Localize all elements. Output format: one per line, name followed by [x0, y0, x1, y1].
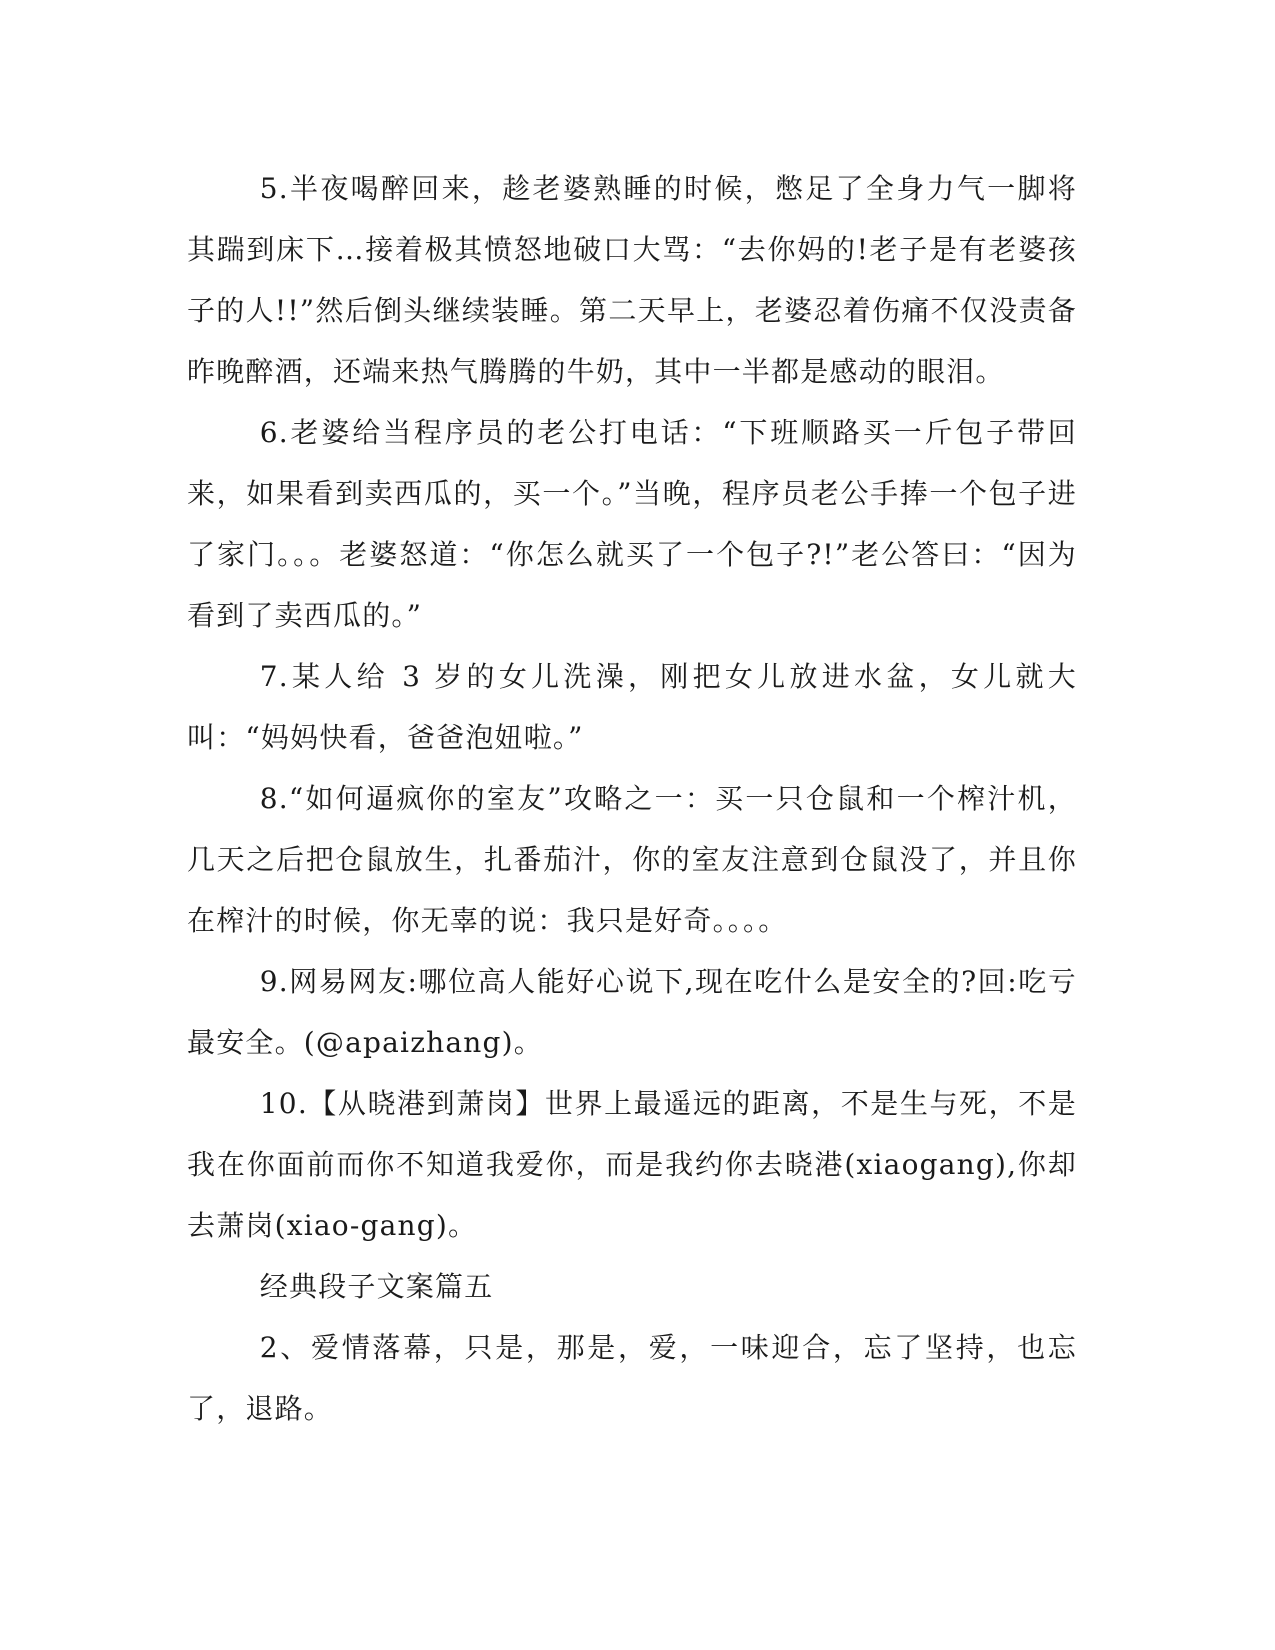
paragraph-joke-8: 8.“如何逼疯你的室友”攻略之一：买一只仓鼠和一个榨汁机，几天之后把仓鼠放生，扎番茄汁，你的室友注意到仓鼠没了，并且你在榨汁的时候，你无辜的说：我只是好奇。。。。: [187, 782, 1077, 937]
paragraph-joke-7: 7.某人给 3 岁的女儿洗澡，刚把女儿放进水盆，女儿就大叫：“妈妈快看，爸爸泡妞啦。”: [187, 660, 1077, 754]
paragraph-joke-5: 5.半夜喝醉回来，趁老婆熟睡的时候，憋足了全身力气一脚将其踹到床下…接着极其愤怒地破口大骂：“去你妈的!老子是有老婆孩子的人!!”然后倒头继续装睡。第二天早上，老婆忍着伤痛不仅没责备昨晚醉酒，还端来热气腾腾的牛奶，其中一半都是感动的眼泪。: [187, 172, 1077, 388]
paragraph-joke-10: 10.【从晓港到萧岗】世界上最遥远的距离，不是生与死，不是我在你面前而你不知道我爱你，而是我约你去晓港(xiaogang),你却去萧岗(xiao-gang)。: [187, 1087, 1077, 1242]
paragraph-joke-6: 6.老婆给当程序员的老公打电话：“下班顺路买一斤包子带回来，如果看到卖西瓜的，买一个。”当晚，程序员老公手捧一个包子进了家门。。。老婆怒道：“你怎么就买了一个包子?!”老公答曰：“因为看到了卖西瓜的。”: [187, 416, 1077, 632]
paragraph-joke-9: 9.网易网友:哪位高人能好心说下,现在吃什么是安全的?回:吃亏最安全。(@apaizhang)。: [187, 965, 1077, 1059]
paragraph-item-2: 2、爱情落幕，只是，那是，爱，一味迎合，忘了坚持，也忘了，退路。: [187, 1331, 1077, 1425]
section-heading: 经典段子文案篇五: [259, 1270, 494, 1303]
document-body: [187, 158, 1077, 1439]
